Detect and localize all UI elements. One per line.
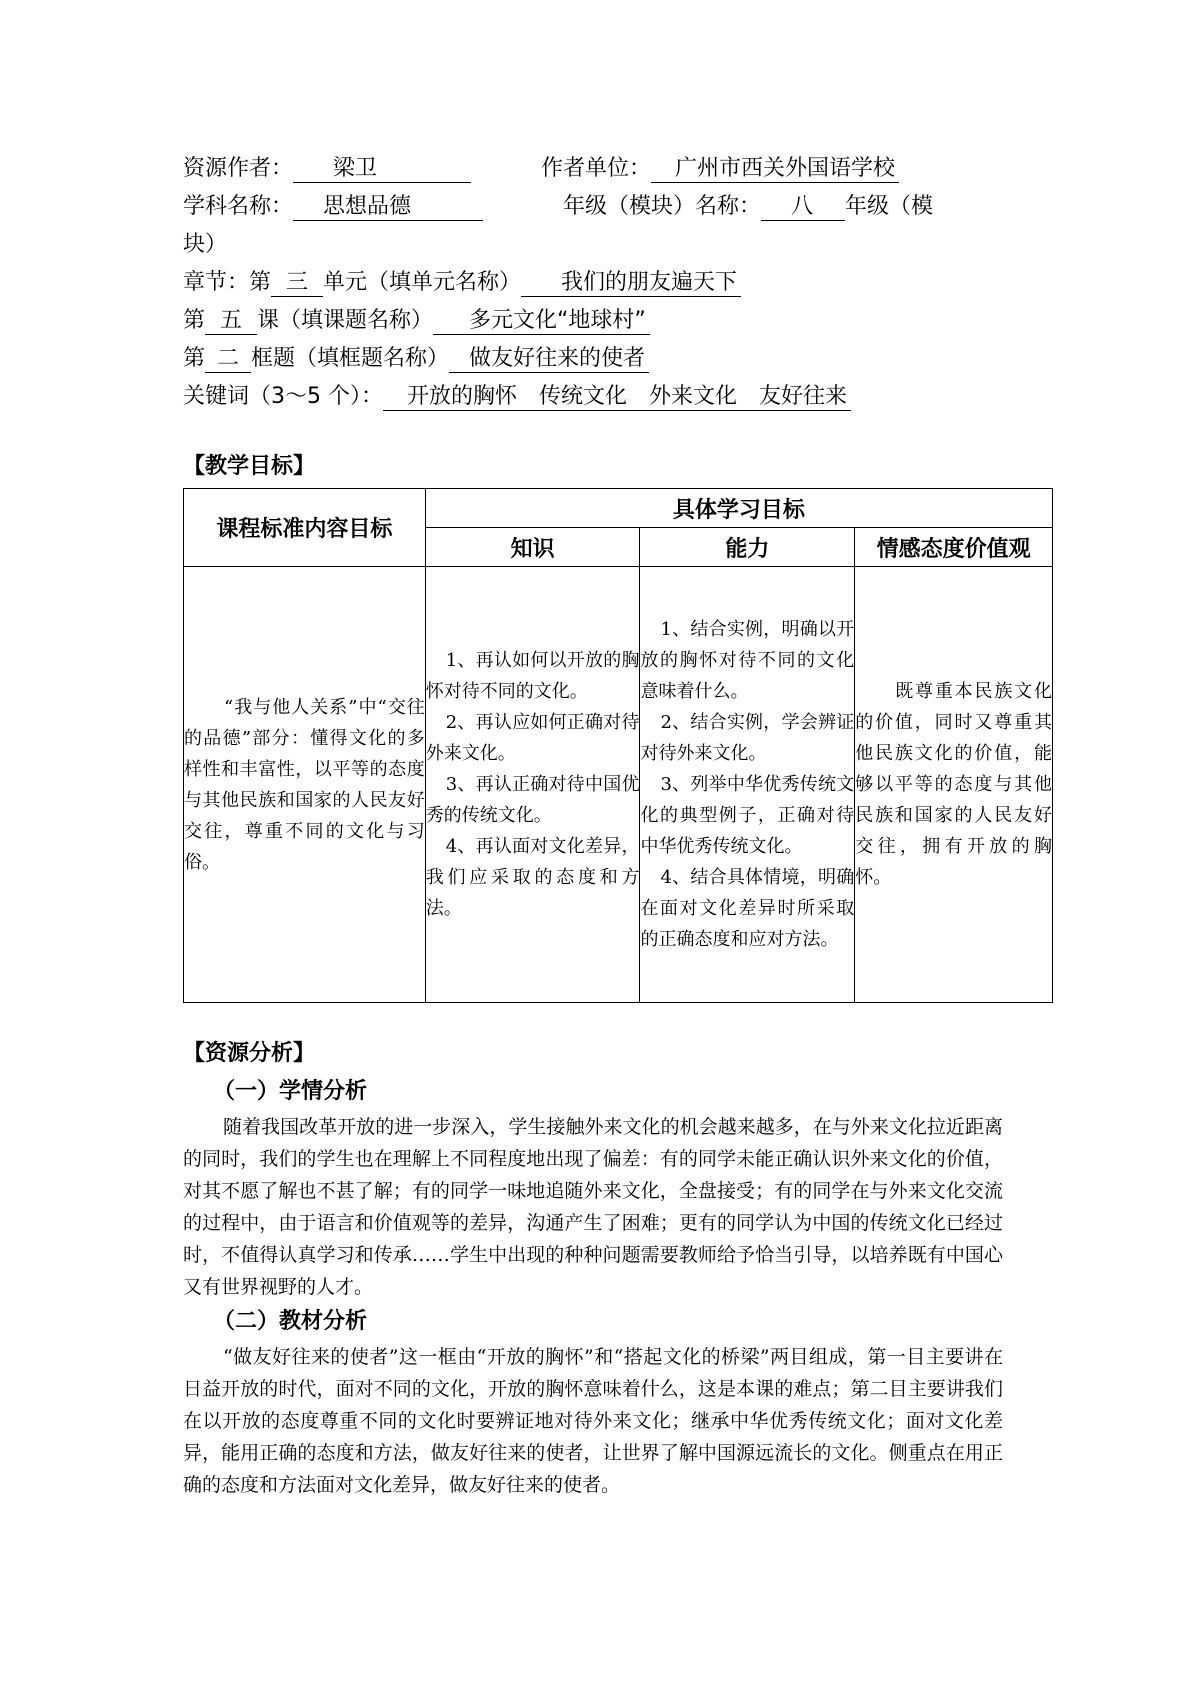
subject-value: 思想品德 (293, 194, 483, 221)
col-standard-header: 课程标准内容目标 (184, 489, 426, 567)
keyword: 外来文化 (649, 384, 738, 409)
section2-title: （二）教材分析 (213, 1309, 368, 1334)
analysis-heading: 【资源分析】 (183, 1041, 316, 1066)
col-specific-header: 具体学习目标 (425, 489, 1052, 528)
keywords-value (383, 384, 851, 411)
frame-name: 做友好往来的使者 (449, 346, 649, 373)
lesson-mid: 课（填课题名称） (257, 308, 434, 333)
knowledge-item: 1、再认如何以开放的胸怀对待不同的文化。 (425, 650, 640, 702)
chapter-line (183, 264, 1053, 302)
author-label: 资源作者： (183, 156, 294, 181)
author-value: 梁卫 (293, 156, 471, 183)
knowledge-item: 2、再认应如何正确对待外来文化。 (425, 712, 640, 764)
ability-cell (640, 567, 855, 1003)
section1-text: 随着我国改革开放的进一步深入，学生接触外来文化的机会越来越多，在与外来文化拉近距离的同时，我们的学生也在理解上不同程度地出现了偏差：有的同学未能正确认识外来文化的价值，对其不愿了解也不甚了解；有的同学一味地追随外来文化，全盘接受；有的同学在与外来文化交流的过程中，由于语言和价值观等的差异，沟通产生了困难；更有的同学认为中国的传统文化已经过时，不值得认真学习和传承……学生中出现的种种问题需要教师给予恰当引导，以培养既有中国心又有世界视野的人才。 (183, 1116, 1003, 1298)
grade-suffix: 年级（模 (845, 194, 934, 219)
grade-suffix-cont: 块） (183, 232, 228, 257)
ability-item: 4、结合具体情境，明确在面对文化差异时所采取的正确态度和应对方法。 (640, 867, 855, 950)
subject-label: 学科名称： (183, 194, 294, 219)
unit-value: 广州市西关外国语学校 (651, 156, 899, 183)
col-ability-header: 能力 (640, 528, 855, 567)
chapter-num: 三 (271, 270, 323, 297)
keywords-label: 关键词（3～5 个）： (183, 384, 383, 409)
grade-suffix-line (183, 226, 1053, 264)
standard-cell (184, 567, 426, 1003)
frame-prefix: 第 (183, 346, 206, 371)
ability-item: 2、结合实例，学会辨证对待外来文化。 (640, 712, 855, 764)
chapter-mid: 单元（填单元名称） (323, 270, 522, 295)
col-knowledge-header: 知识 (425, 528, 640, 567)
subject-line (183, 188, 1053, 226)
goals-table (183, 488, 1053, 1003)
knowledge-cell (425, 567, 640, 1003)
col-attitude-header: 情感态度价值观 (855, 528, 1053, 567)
section2-text: “做友好往来的使者”这一框由“开放的胸怀”和“搭起文化的桥梁”两目组成，第一目主要讲在日益开放的时代，面对不同的文化，开放的胸怀意味着什么，这是本课的难点；第二目主要讲我们在以开放的态度尊重不同的文化时要辨证地对待外来文化；继承中华优秀传统文化；面对文化差异，能用正确的态度和方法，做友好往来的使者，让世界了解中国源远流长的文化。侧重点在用正确的态度和方法面对文化差异，做友好往来的使者。 (183, 1346, 1003, 1496)
author-line (183, 150, 1053, 188)
frame-line (183, 340, 1053, 378)
knowledge-item: 3、再认正确对待中国优秀的传统文化。 (425, 774, 640, 826)
keyword: 友好往来 (759, 384, 848, 409)
lesson-prefix: 第 (183, 308, 206, 333)
unit-label: 作者单位： (541, 156, 652, 181)
lesson-line (183, 302, 1053, 340)
document-page (183, 150, 1053, 1501)
frame-mid: 框题（填框题名称） (251, 346, 450, 371)
frame-num: 二 (205, 346, 251, 373)
keyword: 传统文化 (539, 384, 628, 409)
chapter-prefix: 章节：第 (183, 270, 272, 295)
knowledge-item: 4、再认面对文化差异，我们应采取的态度和方法。 (425, 836, 640, 919)
attitude-text: 既尊重本民族文化的价值，同时又尊重其他民族文化的价值，能够以平等的态度与其他民族和国家的人民友好交往，拥有开放的胸怀。 (855, 681, 1052, 888)
section1-title: （一）学情分析 (213, 1079, 368, 1104)
ability-item: 1、结合实例，明确以开放的胸怀对待不同的文化意味着什么。 (640, 619, 855, 702)
grade-label: 年级（模块）名称： (563, 194, 762, 219)
attitude-cell (855, 567, 1053, 1003)
lesson-name: 多元文化“地球村” (433, 308, 650, 335)
lesson-num: 五 (205, 308, 257, 335)
grade-value: 八 (761, 194, 845, 221)
keyword: 开放的胸怀 (407, 384, 518, 409)
goals-heading: 【教学目标】 (183, 454, 316, 479)
ability-item: 3、列举中华优秀传统文化的典型例子，正确对待中华优秀传统文化。 (640, 774, 855, 857)
chapter-name: 我们的朋友遍天下 (521, 270, 741, 297)
keywords-line (183, 378, 1053, 416)
standard-text: “我与他人关系”中“交往的品德”部分：懂得文化的多样性和丰富性，以平等的态度与其他民族和国家的人民友好交往，尊重不同的文化与习俗。 (184, 696, 425, 873)
